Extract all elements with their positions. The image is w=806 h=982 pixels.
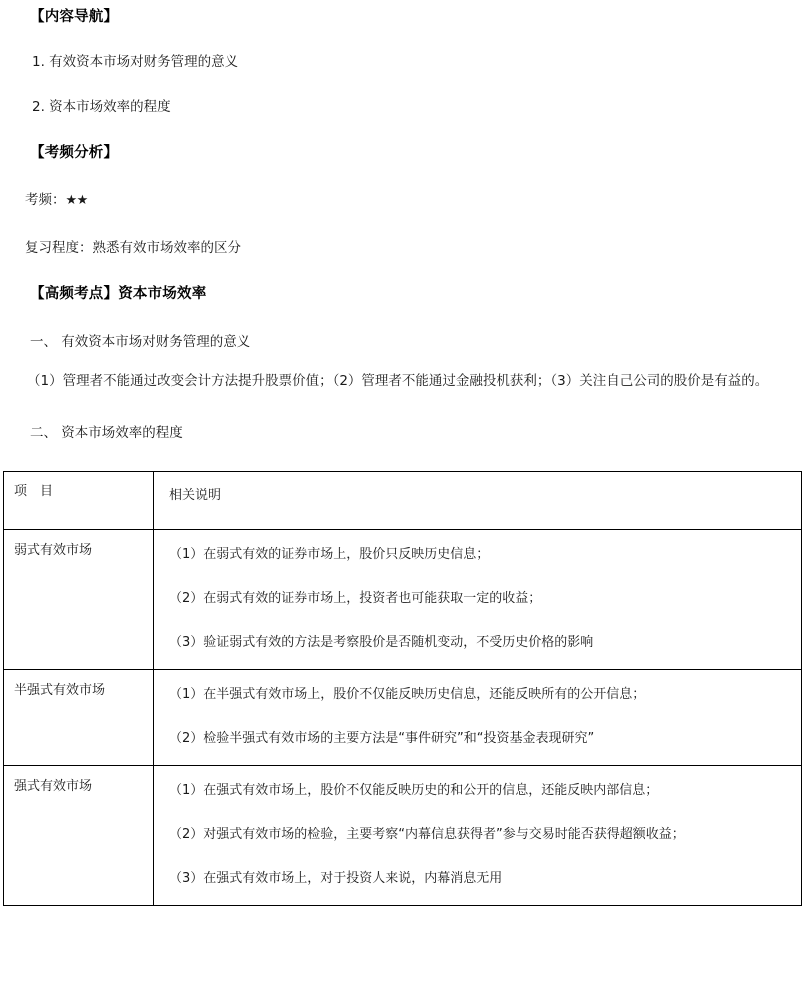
description-item: （2）检验半强式有效市场的主要方法是“事件研究”和“投资基金表现研究” — [169, 730, 595, 746]
description-list — [154, 766, 801, 905]
description-item: （1）在强式有效市场上，股价不仅能反映历史的和公开的信息，还能反映内部信息； — [169, 782, 659, 798]
table-header-cell-item — [4, 471, 154, 529]
table-row — [4, 765, 802, 905]
market-efficiency-table-wrapper — [0, 441, 806, 906]
description-item: （1）在半强式有效市场上，股价不仅能反映历史信息，还能反映所有的公开信息； — [169, 686, 646, 702]
table-cell-item — [4, 765, 154, 905]
table-cell-desc — [154, 669, 802, 765]
section-two-title: 二、 资本市场效率的程度 — [30, 424, 183, 441]
table-cell-item — [4, 529, 154, 669]
review-level-line: 复习程度：熟悉有效市场效率的区分 — [25, 239, 241, 256]
nav-item-2: 2. 资本市场效率的程度 — [32, 98, 171, 115]
table-header-desc-label: 相关说明 — [169, 487, 222, 503]
table-cell-desc — [154, 765, 802, 905]
description-list — [154, 530, 801, 669]
exam-frequency-label: 考频： — [25, 192, 66, 209]
table-row — [4, 529, 802, 669]
market-efficiency-table — [3, 471, 802, 906]
prose-content — [0, 0, 806, 441]
market-type-label: 半强式有效市场 — [14, 682, 106, 698]
description-list — [154, 670, 801, 765]
star-rating-icon: ★★ — [65, 193, 88, 209]
description-item: （3）验证弱式有效的方法是考察股价是否随机变动，不受历史价格的影响 — [169, 634, 594, 650]
market-type-label: 弱式有效市场 — [14, 542, 93, 558]
nav-item-1: 1. 有效资本市场对财务管理的意义 — [32, 54, 239, 71]
table-header-row — [4, 471, 802, 529]
description-item: （1）在弱式有效的证券市场上，股价只反映历史信息； — [169, 546, 490, 562]
table-cell-desc — [154, 529, 802, 669]
table-cell-item — [4, 669, 154, 765]
table-header-item-label: 项 目 — [14, 483, 54, 499]
table-body — [4, 471, 802, 905]
description-item: （2）对强式有效市场的检验，主要考察“内幕信息获得者”参与交易时能否获得超额收益； — [169, 826, 685, 842]
high-frequency-point-heading: 【高频考点】资本市场效率 — [30, 285, 207, 302]
section-one-title: 一、 有效资本市场对财务管理的意义 — [30, 334, 251, 351]
section-one-body: （1）管理者不能通过改变会计方法提升股票价值；（2）管理者不能通过金融投机获利；（3）关注自己公司的股价是有益的。 — [27, 372, 769, 389]
description-item: （2）在弱式有效的证券市场上，投资者也可能获取一定的收益； — [169, 590, 542, 606]
exam-frequency-line — [0, 162, 802, 209]
description-item: （3）在强式有效市场上，对于投资人来说，内幕消息无用 — [169, 870, 503, 886]
table-header-cell-desc — [154, 471, 802, 529]
frequency-analysis-heading: 【考频分析】 — [30, 144, 119, 161]
content-navigation-heading: 【内容导航】 — [30, 9, 119, 25]
table-row — [4, 669, 802, 765]
market-type-label: 强式有效市场 — [14, 778, 93, 794]
